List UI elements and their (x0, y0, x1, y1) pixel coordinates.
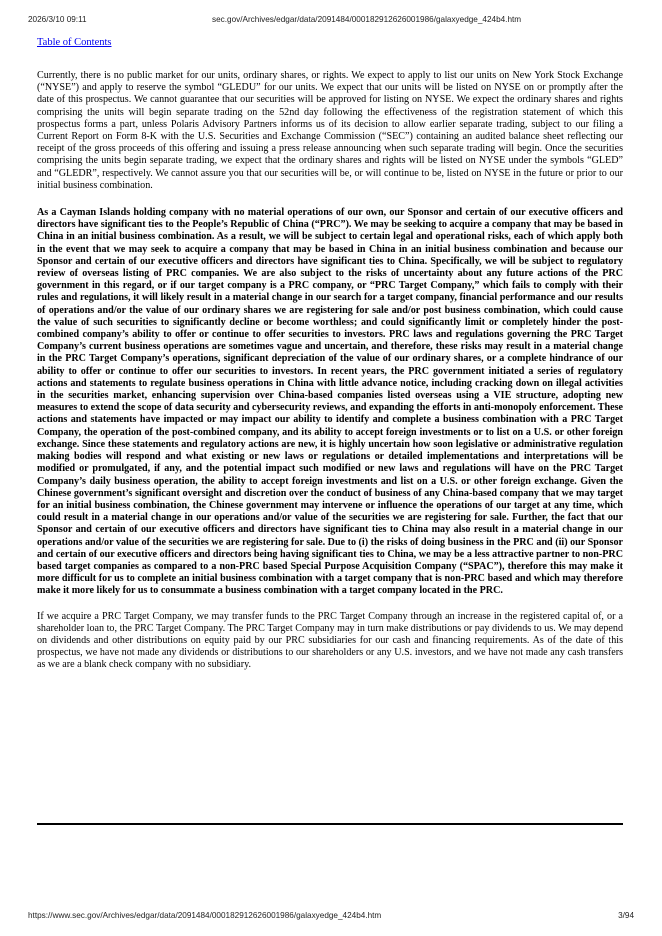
paragraph-market-listing: Currently, there is no public market for our units, ordinary shares, or rights. We expect to apply to list our units on New York Stock Exchange (“NYSE”) and apply to reserve the symbol “GLEDU” for our units. We expect that our units will be listed on NYSE on or promptly after the date of this prospectus. We cannot guarantee that our securities will be approved for listing on NYSE. We expect the ordinary shares and rights comprising the units will begin separate trading on the 52nd day following the effectiveness of the registration statement of which this prospectus forms a part, unless Polaris Advisory Partners informs us of its decision to allow earlier separate trading, subject to our filing a Current Report on Form 8-K with the U.S. Securities and Exchange Commission (“SEC”) containing an audited balance sheet reflecting our receipt of the gross proceeds of this offering and issuing a press release announcing when such separate trading will begin. Once the securities comprising the units begin separate trading, we expect that the ordinary shares and rights will be listed on NYSE under the symbols “GLED” and “GLEDR”, respectively. We cannot assure you that our securities will be, or will continue to be, listed on NYSE in the future or prior to our initial business combination. (37, 70, 623, 191)
paragraph-prc-risk: As a Cayman Islands holding company with no material operations of our own, our Sponsor and certain of our executive officers and directors have significant ties to the People’s Republic of China (“PRC”). We may be seeking to acquire a company that may be based in China in an initial business combination. As a result, we will be subject to certain legal and operational risks, each of which apply both in the event that we may seek to acquire a company that may be based in China in an initial business combination and because our Sponsor and certain of our executive officers and directors have significant ties to China. Specifically, we will be subject to regulatory review of overseas listing of PRC companies. We are also subject to the risks of uncertainty about any future actions of the PRC government in this regard, or if our target company is a PRC company, or “PRC Target Company,” which fails to comply with their rules and regulations, it will likely result in a material change in our search for a target company, financial performance and our results of operations and/or the value of our ordinary shares we are registering for sale and/or post business combination, which could cause the value of such securities to significantly decline or become worthless; and could significantly limit or completely hinder the post-combined company’s ability to offer or continue to offer securities to investors. PRC laws and regulations governing the PRC Target Company’s current business operations are sometimes vague and uncertain, and therefore, these risks may result in a material change in the PRC Target Company’s operations, significant depreciation of the value of our ordinary shares, or a complete hindrance of our ability to offer or continue to offer our securities to investors. In recent years, the PRC government initiated a series of regulatory actions and statements to regulate business operations in China with little advance notice, including cracking down on illegal activities in the securities market, enhancing supervision over China-based companies listed overseas using a VIE structure, adopting new measures to extend the scope of data security and cybersecurity reviews, and expanding the efforts in anti-monopoly enforcement. These actions and statements have impacted or may impact our ability to identify and complete a business combination with a PRC Target Company, the operation of the post-combined company, and its ability to accept foreign investments or to list on a U.S. or other foreign exchange. Since these statements and regulatory actions are new, it is highly uncertain how soon legislative or administrative regulation making bodies will respond and what existing or new laws or regulations or detailed implementations and interpretations will be modified or promulgated, if any, and the potential impact such modified or new laws and regulations will have on the PRC Target Company’s daily business operation, the ability to accept foreign investments and list on a U.S. or other foreign exchange. Given the Chinese government’s significant oversight and discretion over the conduct of business of any China-based company that we may target for an initial business combination, the Chinese government may intervene or influence the operations of our target at any time, which could result in a material change in our operations and/or value of the securities we are registering for sale. Further, the fact that our Sponsor and certain of our executive officers and directors have significant ties to China may also result in a material change in our operations and/or value of the securities we are registering for sale. Due to (i) the risks of doing business in the PRC and (ii) our Sponsor and certain of our executive officers and directors being having significant ties to China, we may be a less attractive partner to non-PRC based target companies as compared to a non-PRC based Special Purpose Acquisition Company (“SPAC”), therefore this may make it more difficult for us to complete an initial business combination with a target company that is non-PRC based and which may therefore make it more likely for us to consummate a business combination with a target company located in the PRC. (37, 207, 623, 597)
paragraph-fund-transfers: If we acquire a PRC Target Company, we may transfer funds to the PRC Target Company through an increase in the registered capital of, or a shareholder loan to, the PRC Target Company. The PRC Target Company may in turn make distributions or pay dividends to us. We may depend on dividends and other distributions on equity paid by our PRC subsidiaries for our cash and financing requirements. As of the date of this prospectus, we have not made any dividends or distributions to our shareholders or any U.S. investors, and we have not made any cash transfers as we are a blank check company with no subsidiary. (37, 610, 623, 671)
print-page-title: sec.gov/Archives/edgar/data/2091484/000182912626001986/galaxyedge_424b4.htm (212, 15, 522, 24)
print-datetime: 2026/3/10 09:11 (28, 15, 87, 24)
horizontal-divider (37, 823, 623, 825)
table-of-contents-link[interactable]: Table of Contents (37, 37, 112, 48)
page-indicator: 3/94 (618, 911, 634, 920)
document-body (37, 70, 623, 672)
print-url: https://www.sec.gov/Archives/edgar/data/2091484/000182912626001986/galaxyedge_424b4.htm (28, 911, 382, 920)
